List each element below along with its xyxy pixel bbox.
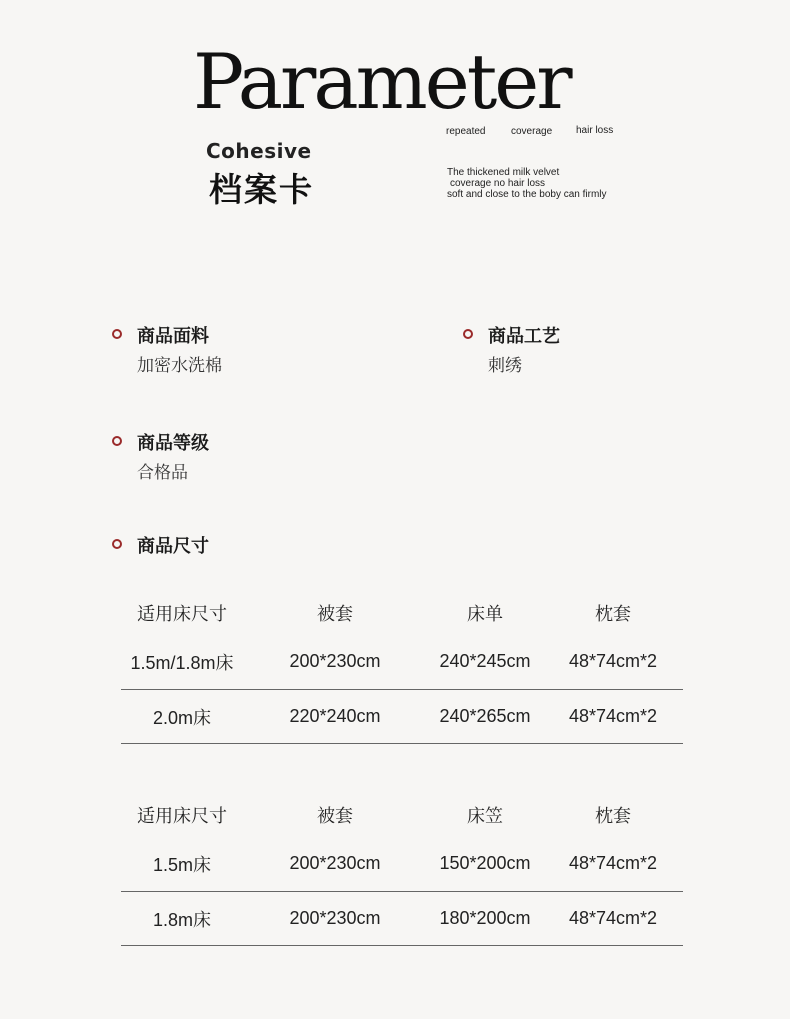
- size-table-sheet: [121, 592, 683, 744]
- attr-label: 商品等级: [137, 433, 209, 454]
- table-header: 适用床尺寸: [137, 806, 227, 826]
- table-cell: 48*74cm*2: [543, 690, 683, 744]
- tag-hair-loss: hair loss: [576, 125, 614, 136]
- table-header: 床笠: [467, 806, 503, 826]
- page-title: Parameter: [193, 37, 570, 126]
- attr-value: 合格品: [137, 463, 188, 483]
- attr-label: 商品尺寸: [137, 536, 209, 557]
- table-header: 床单: [467, 604, 503, 624]
- tag-repeated: repeated: [446, 126, 486, 137]
- size-table-fitted: [121, 794, 683, 946]
- table-row: [121, 836, 683, 892]
- attr-value: 加密水洗棉: [137, 356, 222, 376]
- table-cell: 220*240cm: [243, 690, 427, 744]
- bullet-icon: [463, 329, 473, 339]
- table-cell: 240*265cm: [427, 690, 543, 744]
- table-cell: 2.0m床: [121, 690, 243, 744]
- description-line: soft and close to the boby can firmly: [447, 189, 607, 200]
- table-header: 适用床尺寸: [137, 604, 227, 624]
- table-cell: 200*230cm: [243, 634, 427, 690]
- description-line: The thickened milk velvet: [447, 167, 560, 178]
- table-row: [121, 690, 683, 744]
- subtitle-en: Cohesive: [206, 139, 312, 163]
- description: [447, 167, 607, 200]
- bullet-icon: [112, 539, 122, 549]
- table-row: [121, 892, 683, 946]
- table-header-row: [121, 592, 683, 634]
- table-header-row: [121, 794, 683, 836]
- table-cell: 200*230cm: [243, 892, 427, 946]
- table-header: 被套: [317, 806, 353, 826]
- table-cell: 240*245cm: [427, 634, 543, 690]
- table-cell: 1.5m床: [121, 836, 243, 892]
- attr-label: 商品面料: [137, 326, 209, 347]
- table-cell: 200*230cm: [243, 836, 427, 892]
- table-row: [121, 634, 683, 690]
- description-line: coverage no hair loss: [450, 178, 546, 189]
- tag-coverage: coverage: [511, 126, 553, 137]
- table-cell: 48*74cm*2: [543, 634, 683, 690]
- table-cell: 48*74cm*2: [543, 892, 683, 946]
- attr-label: 商品工艺: [488, 326, 560, 347]
- table-cell: 1.8m床: [121, 892, 243, 946]
- bullet-icon: [112, 436, 122, 446]
- table-cell: 48*74cm*2: [543, 836, 683, 892]
- subtitle-cn: 档案卡: [209, 170, 314, 209]
- attr-value: 刺绣: [488, 356, 522, 376]
- table-cell: 150*200cm: [427, 836, 543, 892]
- bullet-icon: [112, 329, 122, 339]
- table-header: 被套: [317, 604, 353, 624]
- table-header: 枕套: [595, 604, 631, 624]
- table-header: 枕套: [595, 806, 631, 826]
- table-cell: 1.5m/1.8m床: [121, 634, 243, 690]
- table-cell: 180*200cm: [427, 892, 543, 946]
